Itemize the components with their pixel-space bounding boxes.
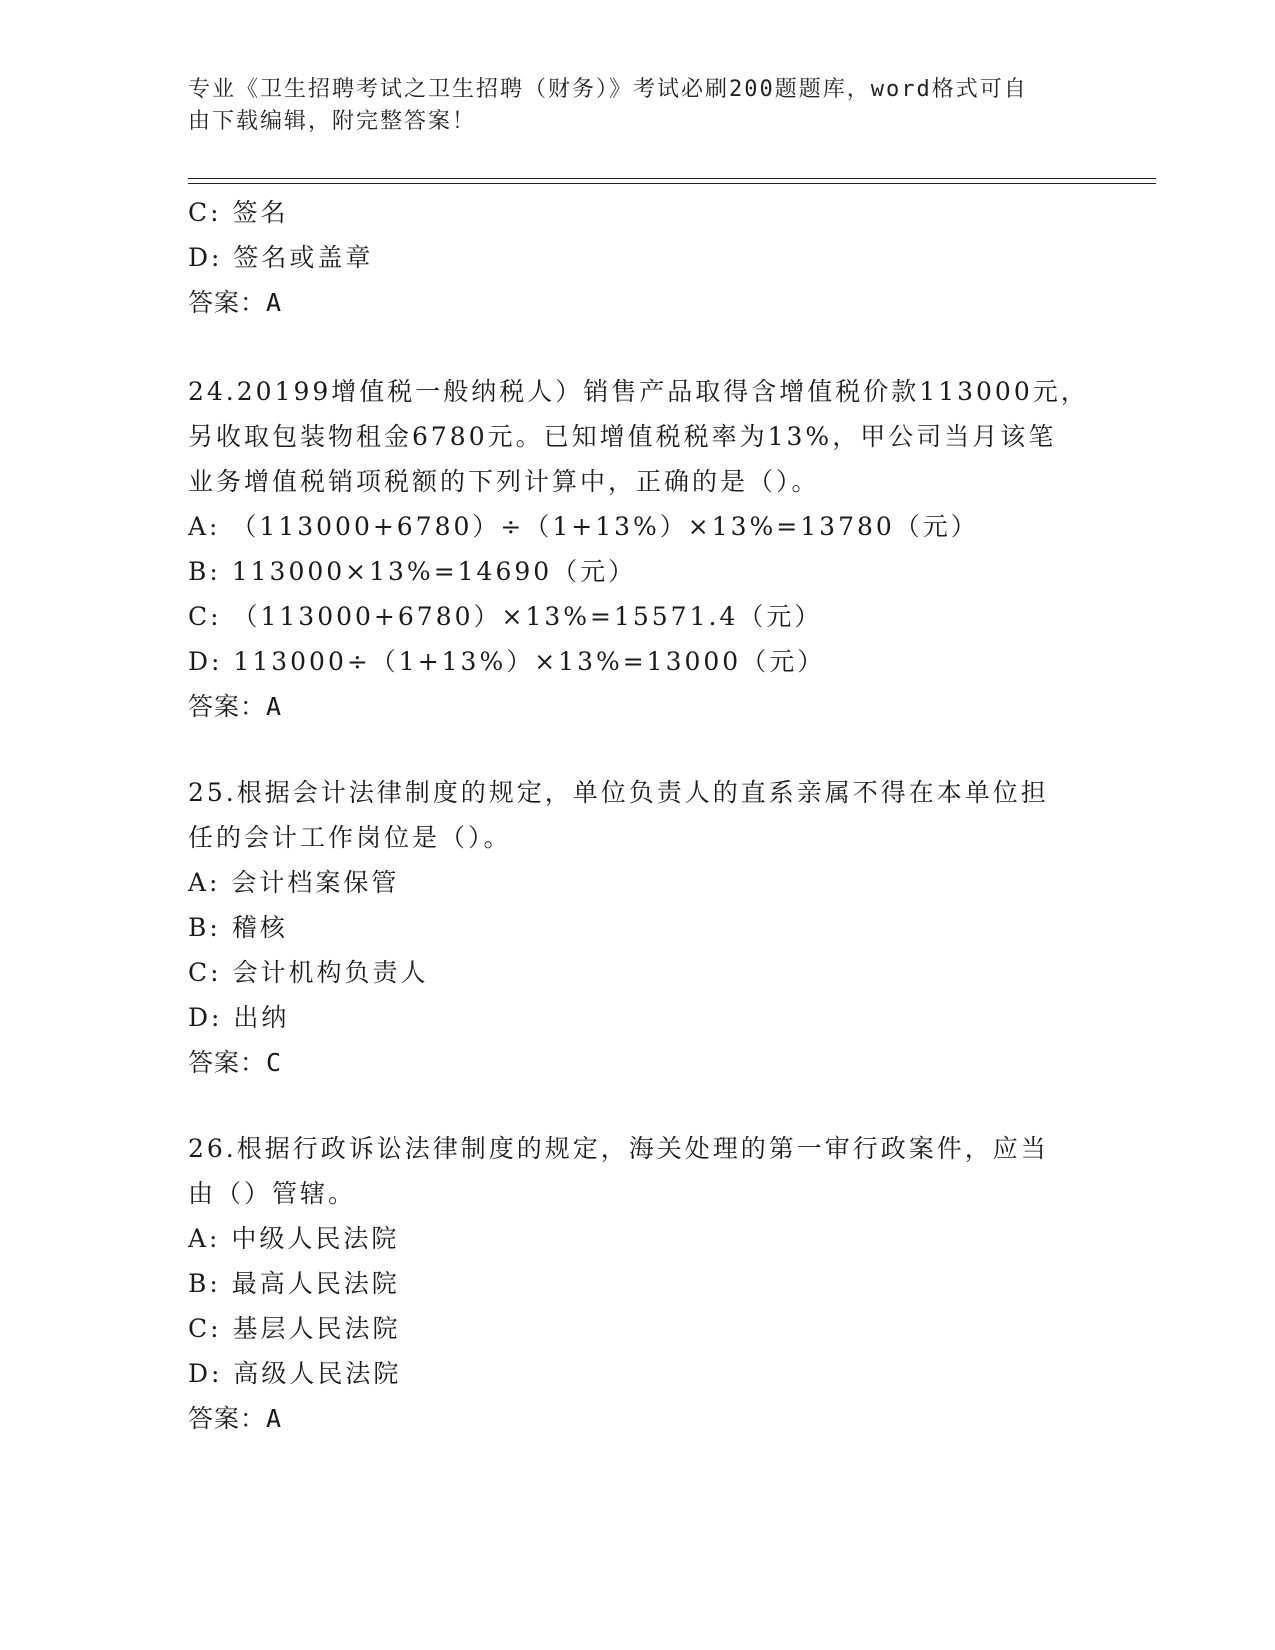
header-line-1: 专业《卫生招聘考试之卫生招聘（财务）》考试必刷200题题库，word格式可自: [188, 77, 1028, 102]
question-spacer: [188, 1086, 1088, 1126]
option-c: C: 签名: [188, 198, 289, 227]
answer-line: 答案：A: [188, 288, 283, 317]
option-c: C: 基层人民法院: [188, 1314, 401, 1343]
question-24: [188, 369, 1088, 730]
partial-question: [188, 190, 1088, 326]
answer-line: 答案：C: [188, 1048, 283, 1077]
question-25: [188, 770, 1088, 1086]
answer-line: 答案：A: [188, 1404, 283, 1433]
option-a: A: （113000+6780）÷（1+13%）×13%=13780（元）: [188, 512, 979, 541]
question-stem-line: 25.根据会计法律制度的规定，单位负责人的直系亲属不得在本单位担: [188, 778, 1049, 807]
question-stem-line: 另收取包装物租金6780元。已知增值税税率为13%，甲公司当月该笔: [188, 422, 1057, 451]
option-b: B: 113000×13%=14690（元）: [188, 557, 637, 586]
option-b: B: 最高人民法院: [188, 1269, 400, 1298]
option-d: D: 签名或盖章: [188, 243, 374, 272]
option-a: A: 会计档案保管: [188, 868, 400, 897]
option-a: A: 中级人民法院: [188, 1224, 400, 1253]
option-d: D: 113000÷（1+13%）×13%=13000（元）: [188, 647, 826, 676]
question-stem-line: 业务增值税销项税额的下列计算中，正确的是（）。: [188, 467, 820, 496]
document-header: [188, 74, 1068, 138]
question-spacer: [188, 326, 1088, 369]
question-26: [188, 1126, 1088, 1442]
question-stem-line: 24.20199增值税一般纳税人）销售产品取得含增值税价款113000元，: [188, 377, 1089, 406]
option-b: B: 稽核: [188, 913, 288, 942]
question-spacer: [188, 730, 1088, 770]
question-stem-line: 由（）管辖。: [188, 1179, 357, 1208]
option-c: C: 会计机构负责人: [188, 958, 429, 987]
question-stem-line: 任的会计工作岗位是（）。: [188, 823, 512, 852]
option-c: C: （113000+6780）×13%=15571.4（元）: [188, 602, 823, 631]
answer-line: 答案：A: [188, 692, 283, 721]
header-line-2: 由下载编辑，附完整答案！: [188, 109, 477, 134]
question-list: [188, 190, 1088, 1442]
question-stem-line: 26.根据行政诉讼法律制度的规定，海关处理的第一审行政案件，应当: [188, 1134, 1049, 1163]
header-divider: [188, 178, 1156, 184]
option-d: D: 高级人民法院: [188, 1359, 402, 1388]
option-d: D: 出纳: [188, 1003, 290, 1032]
